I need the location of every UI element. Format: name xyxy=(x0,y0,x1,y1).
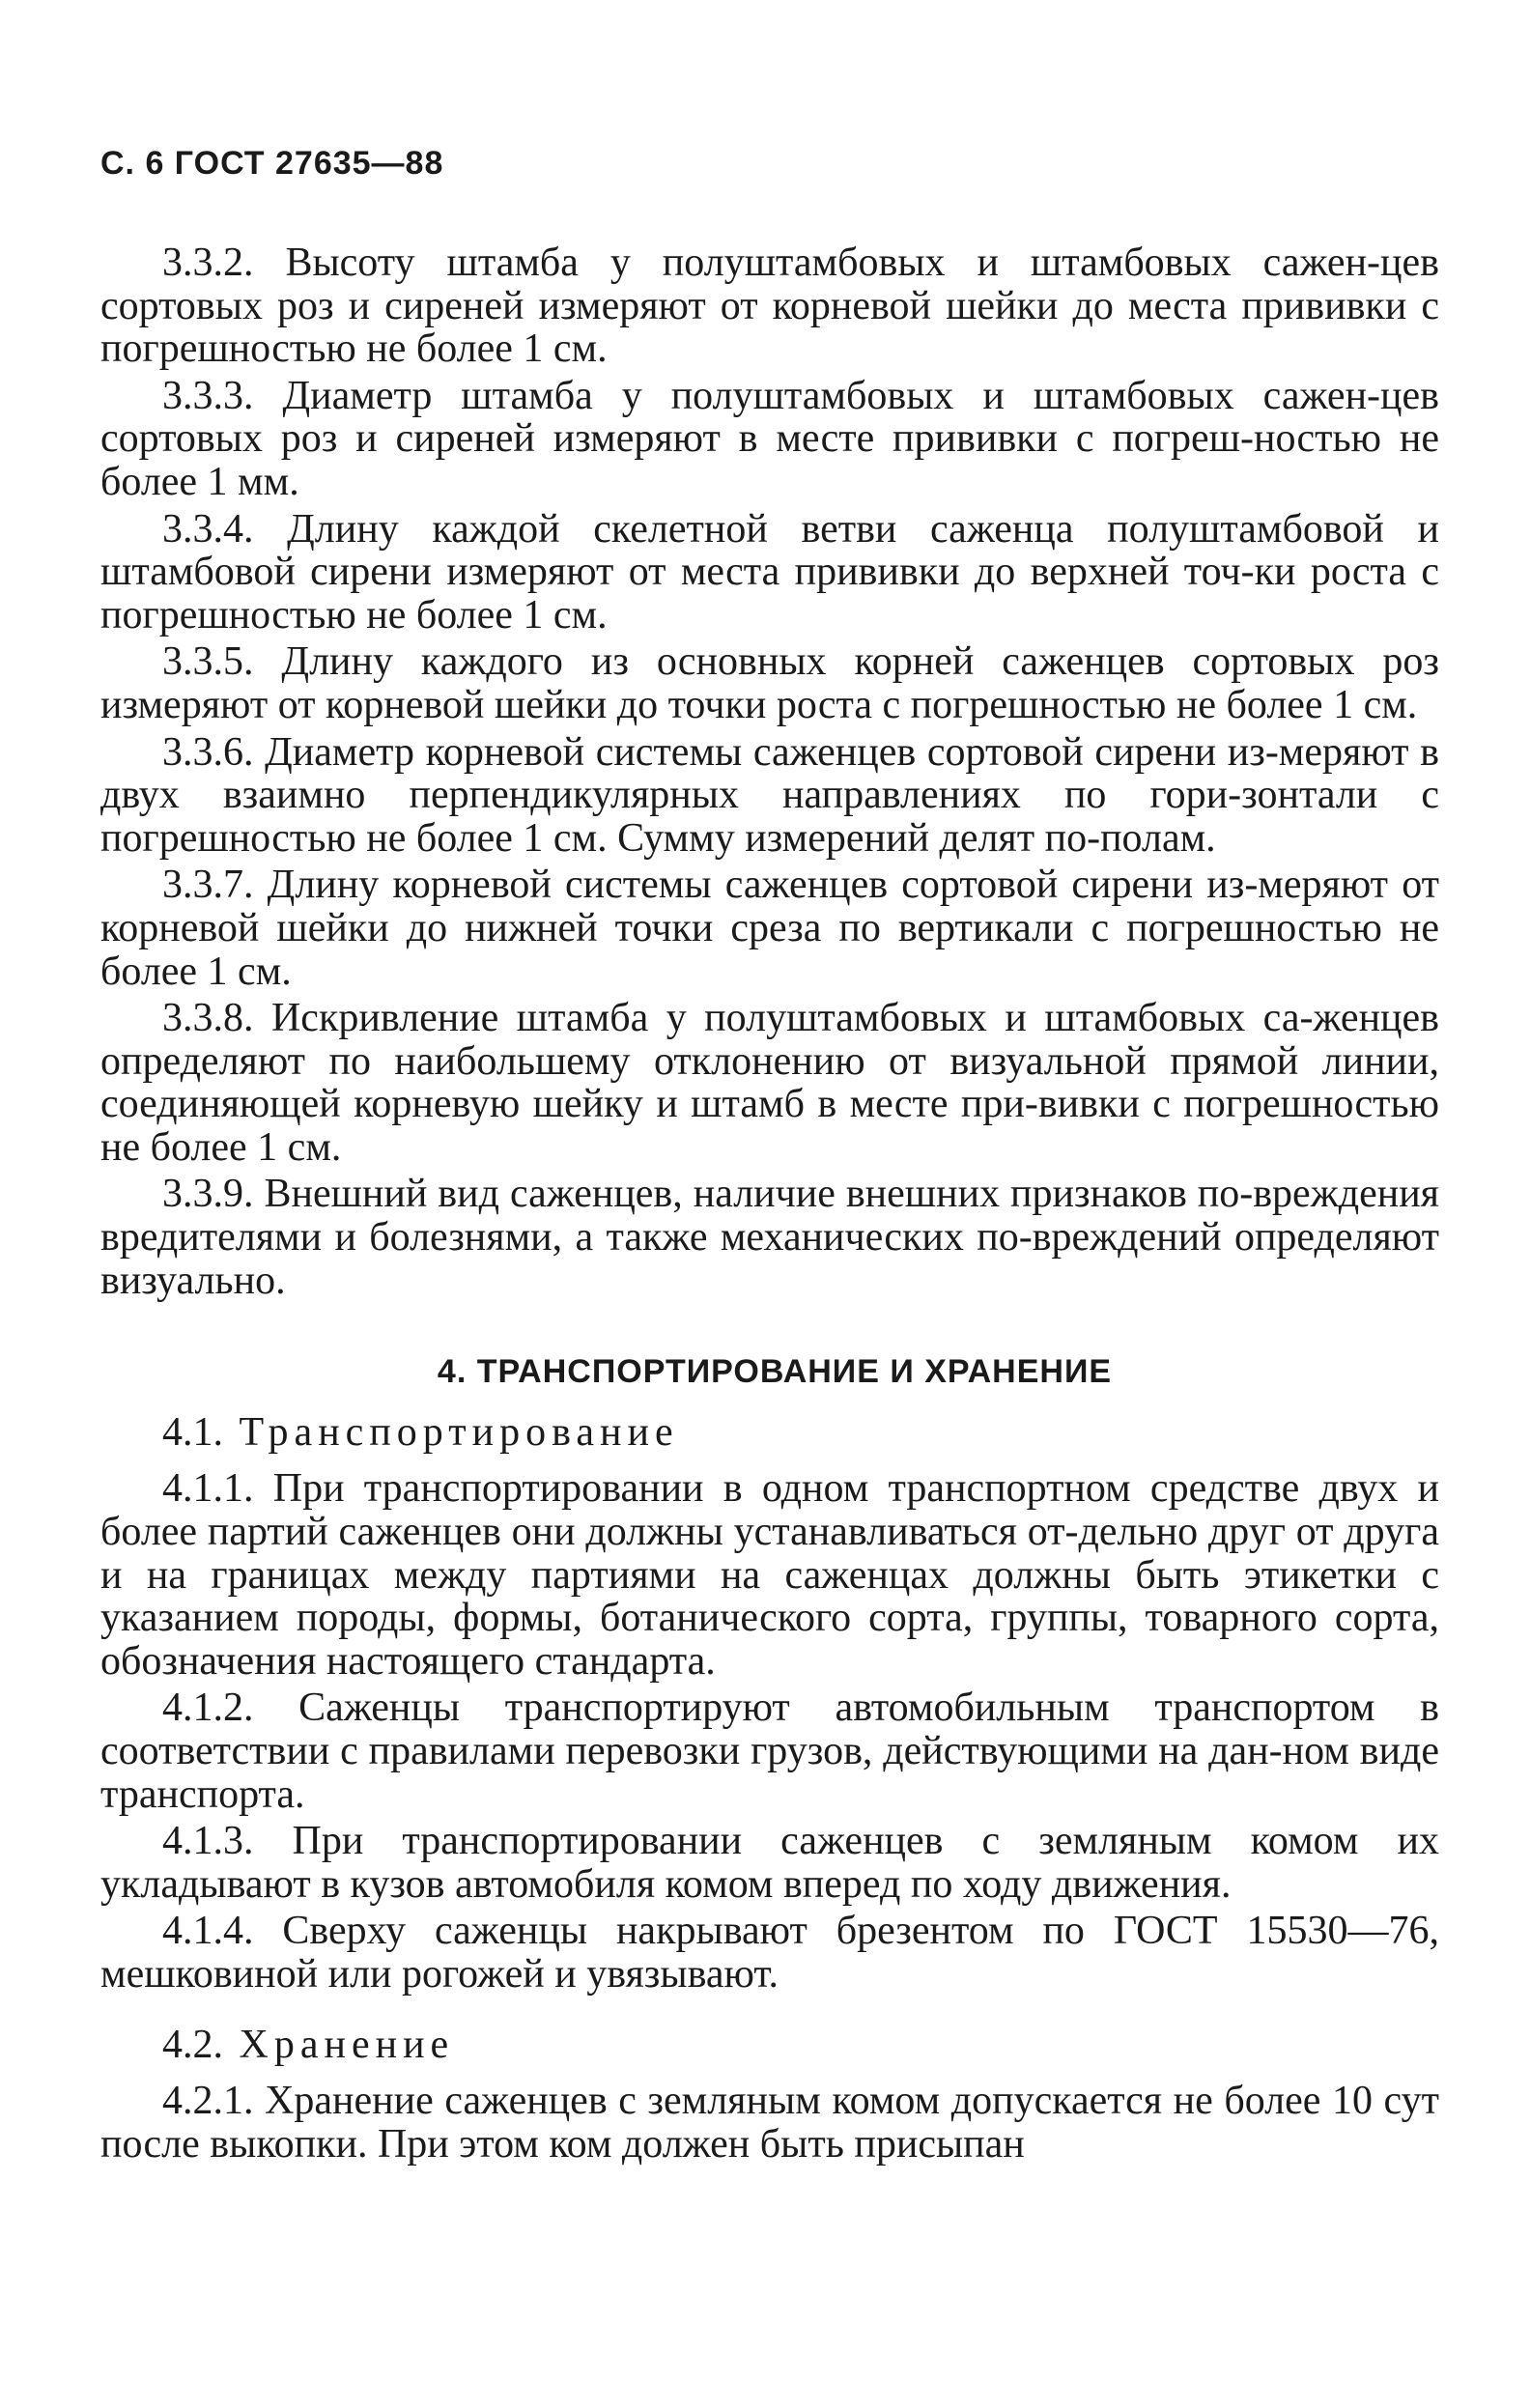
subsection-heading-4-2 xyxy=(100,2024,1439,2067)
paragraph-3-3-8: 3.3.8. Искривление штамба у полуштамбовых и штамбовых са-женцев определяют по наибольшему отклонению от визуальной прямой линии, соединяющей корневую шейку и штамб в месте при-вивки с погрешностью не более 1 см. xyxy=(100,996,1439,1170)
subsection-title: Транспортирование xyxy=(239,1409,679,1455)
subsection-title: Хранение xyxy=(239,2022,455,2067)
subsection-heading-4-1 xyxy=(100,1411,1439,1455)
paragraph-4-1-2: 4.1.2. Саженцы транспортируют автомобильным транспортом в соответствии с правилами перевозки грузов, действующими на дан-ном виде транспорта. xyxy=(100,1686,1439,1817)
paragraph-4-1-3: 4.1.3. При транспортировании саженцев с земляным комом их укладывают в кузов автомобиля комом вперед по ходу движения. xyxy=(100,1819,1439,1907)
paragraph-4-1-1: 4.1.1. При транспортировании в одном транспортном средстве двух и более партий саженцев они должны устанавливаться от-дельно друг от друга и на границах между партиями на саженцах должны быть этикетки с указанием породы, формы, ботанического сорта, группы, товарного сорта, обозначения настоящего стандарта. xyxy=(100,1466,1439,1684)
paragraph-4-1-4: 4.1.4. Сверху саженцы накрывают брезентом по ГОСТ 15530—76, мешковиной или рогожей и увязывают. xyxy=(100,1909,1439,1997)
paragraph-3-3-2: 3.3.2. Высоту штамба у полуштамбовых и штамбовых сажен-цев сортовых роз и сиреней измеряют от корневой шейки до места прививки с погрешностью не более 1 см. xyxy=(100,241,1439,372)
paragraph-3-3-4: 3.3.4. Длину каждой скелетной ветви саженца полуштамбовой и штамбовой сирени измеряют от места прививки до верхней точ-ки роста с погрешностью не более 1 см. xyxy=(100,506,1439,637)
paragraph-3-3-9: 3.3.9. Внешний вид саженцев, наличие внешних признаков по-вреждения вредителями и болезнями, а также механических по-вреждений определяют визуально. xyxy=(100,1172,1439,1303)
body-text xyxy=(100,241,1439,2166)
paragraph-4-2-1: 4.2.1. Хранение саженцев с земляным комом допускается не более 10 сут после выкопки. При этом ком должен быть присыпан xyxy=(100,2079,1439,2167)
paragraph-3-3-3: 3.3.3. Диаметр штамба у полуштамбовых и штамбовых сажен-цев сортовых роз и сиреней измеряют в месте прививки с погреш-ностью не более 1 мм. xyxy=(100,373,1439,504)
running-header: С. 6 ГОСТ 27635—88 xyxy=(100,145,444,182)
subsection-number: 4.1. xyxy=(162,1409,223,1455)
section-heading-4: 4. ТРАНСПОРТИРОВАНИЕ И ХРАНЕНИЕ xyxy=(437,1353,1113,1391)
paragraph-3-3-5: 3.3.5. Длину каждого из основных корней саженцев сортовых роз измеряют от корневой шейки до точки роста с погрешностью не более 1 см. xyxy=(100,639,1439,727)
paragraph-3-3-6: 3.3.6. Диаметр корневой системы саженцев сортовой сирени из-меряют в двух взаимно перпендикулярных направлениях по гори-зонтали с погрешностью не более 1 см. Сумму измерений делят по-полам. xyxy=(100,729,1439,861)
paragraph-3-3-7: 3.3.7. Длину корневой системы саженцев сортовой сирени из-меряют от корневой шейки до нижней точки среза по вертикали с погрешностью не более 1 см. xyxy=(100,863,1439,994)
subsection-number: 4.2. xyxy=(162,2022,223,2067)
